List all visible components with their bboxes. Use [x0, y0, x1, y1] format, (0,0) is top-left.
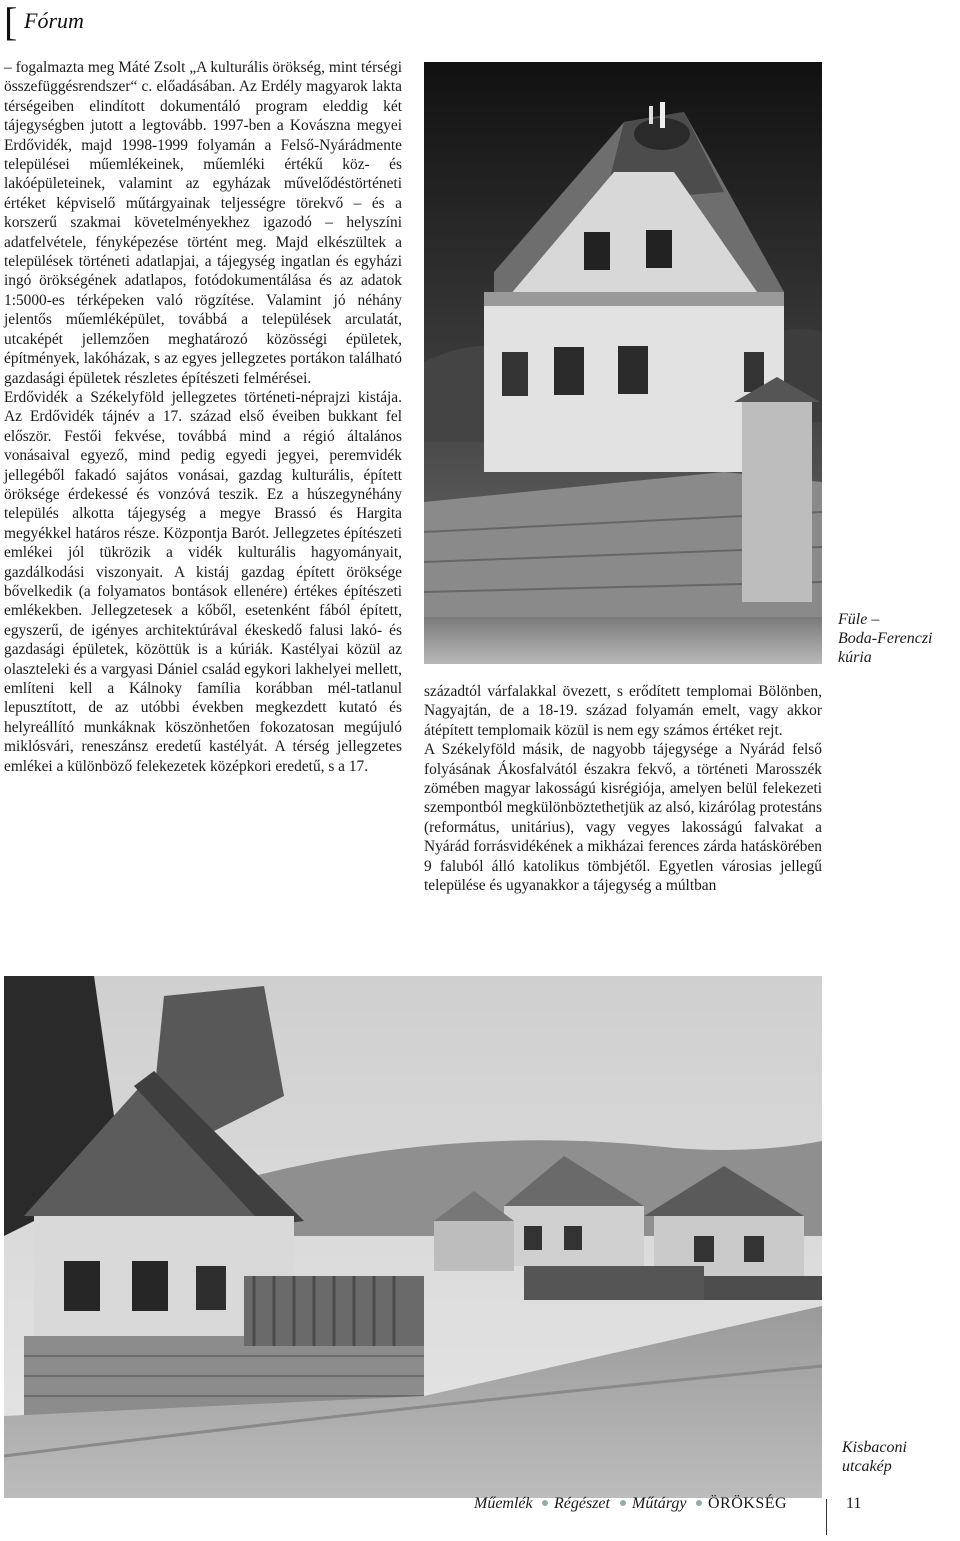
- footer-item-orokseg: ÖRÖKSÉG: [708, 1495, 788, 1512]
- bullet-icon: [620, 1500, 626, 1506]
- caption-line: Füle –: [838, 611, 880, 628]
- manor-house-photo: [424, 62, 822, 664]
- paragraph: A Székelyföld másik, de nagyobb tájegysége a Nyárád felső folyásának Ákosfalvától északra fekvő, a történeti Marosszék zömében magyar lakosságú kisrégiója, amelyen belül felekezeti szempontból megkülönböztethetjük az alsó, kizárólag protestáns (református, unitárius), vagy vegyes lakosságú falvakat a Nyárád forrásvidékének a mikházai ferences zárda hatáskörében 9 faluból álló katolikus tömbjétől. Egyetlen városias jellegű települése és ugyanakkor a tájegység a múltban: [424, 741, 822, 895]
- page-number: 11: [846, 1495, 862, 1512]
- section-title: Fórum: [24, 8, 84, 33]
- photo-caption-kisbaconi: [842, 1438, 952, 1476]
- right-text-column: [424, 682, 822, 895]
- caption-line: Boda-Ferenczi: [838, 630, 933, 647]
- left-text-column: [4, 58, 402, 776]
- bullet-icon: [696, 1500, 702, 1506]
- footer-divider: [826, 1499, 827, 1535]
- bullet-icon: [542, 1500, 548, 1506]
- photo-caption-fule: [838, 610, 958, 667]
- page-footer: [474, 1495, 874, 1525]
- footer-item-muemlek: Műemlék: [474, 1495, 533, 1512]
- caption-line: Kisbaconi: [842, 1439, 907, 1456]
- caption-line: kúria: [838, 649, 872, 666]
- header-bracket: [: [4, 0, 18, 44]
- caption-line: utcakép: [842, 1458, 892, 1475]
- paragraph: – fogalmazta meg Máté Zsolt „A kulturális örökség, mint térségi összefüggésrendszer“ c. előadásában. Az Erdély magyarok lakta térségeiben elindított dokumentáló program eleddig két tájegységben jutott a legtovább. 1997-ben a Kovászna megyei Erdővidék, majd 1998-1999 folyamán a Felső-Nyárádmente települései műemlékeinek, műemléki értékű köz- és lakóépületeinek, valamint az egyházak művelődéstörténeti értéket képviselő műtárgyainak teljességre törekvő – és a korszerű szakmai követelményekhez igazodó – helyszíni adatfelvétele, fényképezése történt meg. Majd elkészültek a települések történeti adatlapjai, a tájegység ingatlan és egyházi ingó örökségének adatlapos, fotódokumentálása és az adatok 1:5000-es térképeken való rögzítése. Valamint jó néhány jelentős műemléképület, továbbá a települések arculatát, utcaképét jellemzően meghatározó közösségi épületek, építmények, lakóházak, s az egyes jellegzetes portákon található gazdasági épületek részletes építészeti felmérései.: [4, 59, 402, 387]
- village-street-photo: [4, 976, 822, 1498]
- paragraph: századtól várfalakkal övezett, s erődített templomai Bölönben, Nagyajtán, de a 18-19. század folyamán emelt, vagy akkor átépített templomaik közül is nem egy számos értéket rejt.: [424, 683, 822, 739]
- manor-house-image: [424, 62, 822, 664]
- paragraph: Erdővidék a Székelyföld jellegzetes történeti-néprajzi kistája. Az Erdővidék tájnév a 17. század első éveiben bukkant fel először. Festői fekvése, továbbá mind a régió általános vonásaival egyező, mind pedig egyedi jegyei, peremvidék jellegéből fakadó sajátos vonásai, gazdag kulturális, épített öröksége érdekessé és vonzóvá teszik. Ez a húszegynéhány település alkotta tájegység a megye Brassó és Hargita megyékkel határos része. Központja Barót. Jellegzetes építészeti emlékei jól tükrözik a vidék kulturális hagyományait, gazdálkodási viszonyait. A kistáj gazdag épített öröksége bővelkedik (a folyamatos bontások ellenére) értékes építészeti emlékekben. Jellegzetesek a kőből, esetenként fából épített, egyszerű, de igényes architektúrával ékeskedő falusi lakó- és gazdasági épületek, közöttük is a kúriák. Kastélyai közül az olaszteleki és a vargyasi Dániel család egykori lakhelyei mellett, említeni kell a Kálnoky família korábban mél-tatlanul lepusztított, de az utóbbi években megkezdett kutató és helyreállító munkáknak köszönhetően fokozatosan megújuló miklósvári, reneszánsz eredetű kastélyát. A térség jellegzetes emlékei a különböző felekezetek középkori eredetű, s a 17.: [4, 388, 402, 775]
- village-street-image: [4, 976, 822, 1498]
- footer-item-mutargy: Műtárgy: [632, 1495, 687, 1512]
- footer-item-regeszet: Régészet: [554, 1495, 610, 1512]
